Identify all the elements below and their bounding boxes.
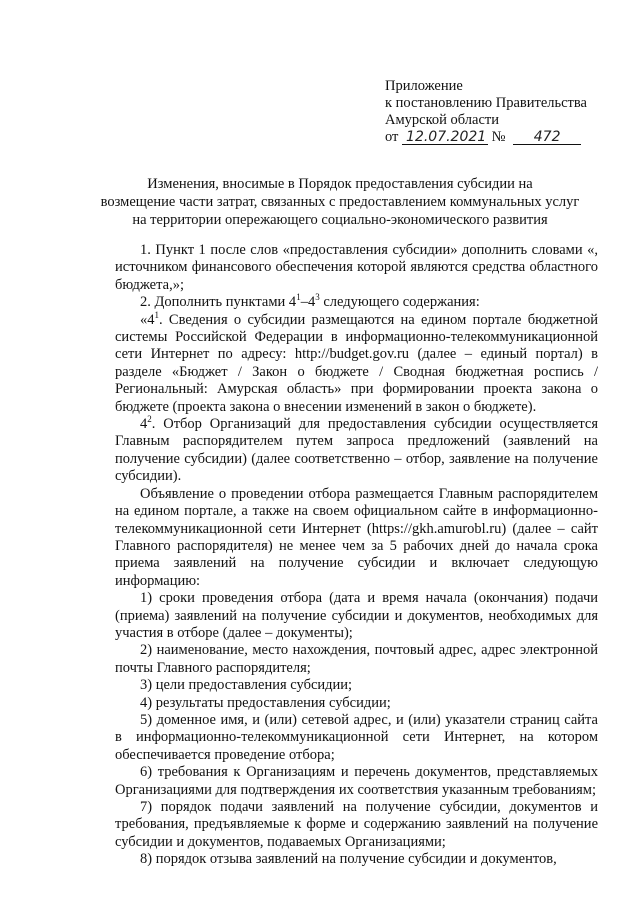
title-line-1: Изменения, вносимые в Порядок предоставления субсидии на xyxy=(147,176,533,192)
paragraph-announcement: Объявление о проведении отбора размещается Главным распорядителем на едином портале, а также на своем официальном сайте в информационно-телекоммуникационной сети Интернет (https://gkh.amurobl.ru) (далее – сайт Главного распорядителя) не менее чем за 5 рабочих дней до начала срока приема заявлений на получение субсидии и включает следующую информацию: xyxy=(115,485,598,589)
annex-line-2: к постановлению Правительства xyxy=(385,95,587,111)
annex-from-label: от xyxy=(385,129,399,145)
paragraph-4-2-sup: 2 xyxy=(147,414,152,425)
paragraph-4-2-text: . Отбор Организаций для предоставления субсидии осуществляется Главным распорядителем путем запроса предложений (заявлений на получение субсидии) (далее соответственно – отбор, заявление на получение субсидии). xyxy=(115,416,598,485)
paragraph-2-text-b: –4 xyxy=(300,294,316,311)
handwritten-date: 12.07.2021 xyxy=(402,130,488,145)
paragraph-2-sup-2: 3 xyxy=(315,292,320,303)
paragraph-4-1 xyxy=(115,309,598,416)
paragraph-4-1-label: «4 xyxy=(140,311,155,328)
paragraph-1: 1. Пункт 1 после слов «предоставления субсидии» дополнить словами «, источником финансового обеспечения которой являются средства областного бюджета,»; xyxy=(115,242,598,293)
list-item-2: 2) наименование, место нахождения, почтовый адрес, адрес электронной почты Главного распорядителя; xyxy=(115,642,598,676)
list-item-6: 6) требования к Организациям и перечень документов, представляемых Организациями для подтверждения их соответствия указанным требованиям; xyxy=(115,764,598,798)
annex-block xyxy=(385,78,587,146)
paragraph-2-text-a: 2. Дополнить пунктами 4 xyxy=(140,294,297,311)
paragraph-4-1-sup: 1 xyxy=(154,309,159,320)
list-item-1: 1) сроки проведения отбора (дата и время начала (окончания) подачи (приема) заявлений на получение субсидии и документов, необходимых для участия в отборе (далее – документы); xyxy=(115,590,598,641)
list-item-8: 8) порядок отзыва заявлений на получение субсидии и документов, xyxy=(140,851,557,868)
list-item-4: 4) результаты предоставления субсидии; xyxy=(140,694,391,711)
document-body xyxy=(115,242,598,869)
annex-date-row xyxy=(385,129,587,146)
paragraph-4-1-text: . Сведения о субсидии размещаются на едином портале бюджетной системы Российской Федерации в информационно-телекоммуникационной сети Интернет по адресу: http://budget.gov.ru (далее – единый портал) в разделе «Бюджет / Закон о бюджете / Сводная бюджетная роспись / Региональный: Амурская область» при формировании проекта закона о бюджете (проекта закона о внесении изменений в закон о бюджете). xyxy=(115,311,598,415)
paragraph-4-2-label: 4 xyxy=(140,416,148,433)
title-line-3: на территории опережающего социально-экономического развития xyxy=(132,212,548,228)
handwritten-number: 472 xyxy=(513,130,581,145)
paragraph-2-text-c: следующего содержания: xyxy=(319,294,480,311)
paragraph-4-2 xyxy=(115,416,598,486)
paragraph-2-sup-1: 1 xyxy=(296,292,301,303)
paragraph-2 xyxy=(115,294,598,311)
document-title xyxy=(95,175,585,229)
list-item-7: 7) порядок подачи заявлений на получение субсидии, документов и требования, предъявляемые к форме и содержанию заявлений на получение субсидии и документов, подаваемых Организациями; xyxy=(115,799,598,850)
annex-line-1: Приложение xyxy=(385,78,463,94)
annex-number-sign: № xyxy=(491,129,506,145)
list-item-5: 5) доменное имя, и (или) сетевой адрес, и (или) указатели страниц сайта в информационно-телекоммуникационной сети Интернет, на котором обеспечивается проведение отбора; xyxy=(115,711,598,763)
title-line-2: возмещение части затрат, связанных с предоставлением коммунальных услуг xyxy=(100,194,580,210)
annex-line-3: Амурской области xyxy=(385,112,499,128)
list-item-3: 3) цели предоставления субсидии; xyxy=(140,677,353,694)
